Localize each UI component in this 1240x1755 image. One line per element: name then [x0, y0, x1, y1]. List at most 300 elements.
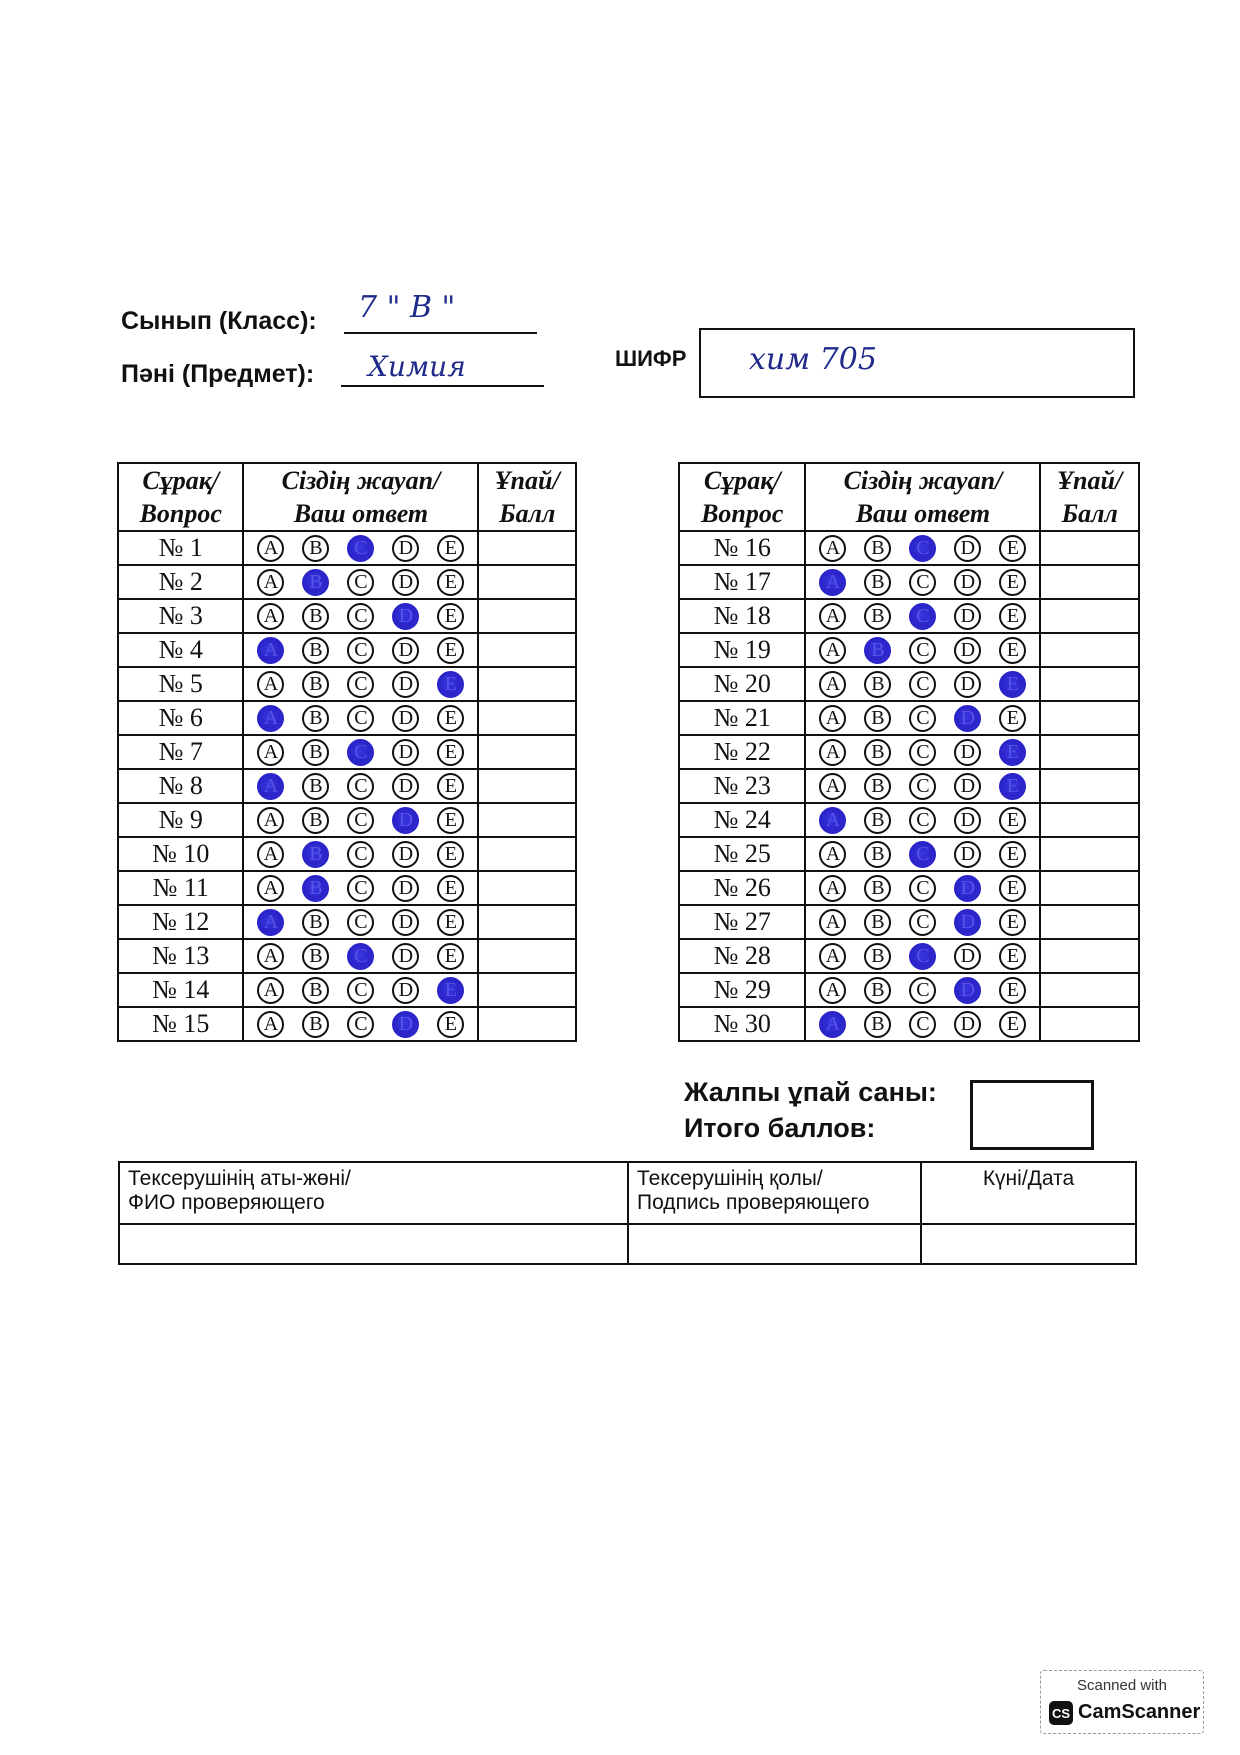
subject-value[interactable]: Химия: [368, 350, 466, 383]
option-bubble-e[interactable]: E: [437, 943, 464, 970]
option-bubble-c[interactable]: C: [347, 535, 374, 562]
score-header: Ұпай/ Балл: [1040, 463, 1139, 531]
option-bubble-c[interactable]: C: [347, 773, 374, 800]
camscanner-watermark: [1040, 1670, 1204, 1734]
score-cell[interactable]: [1040, 599, 1139, 633]
option-bubble-a[interactable]: A: [257, 705, 284, 732]
question-number: № 2: [118, 565, 243, 599]
question-row: [118, 633, 576, 667]
option-bubble-c[interactable]: C: [909, 705, 936, 732]
answer-cell: [805, 565, 1040, 599]
option-bubble-d[interactable]: D: [392, 773, 419, 800]
option-bubble-b[interactable]: B: [864, 773, 891, 800]
option-bubble-d[interactable]: D: [954, 535, 981, 562]
answer-cell: [805, 599, 1040, 633]
question-row: [118, 769, 576, 803]
question-row: [118, 973, 576, 1007]
score-cell[interactable]: [478, 531, 576, 565]
question-number: № 30: [679, 1007, 805, 1041]
option-bubble-a[interactable]: A: [819, 1011, 846, 1038]
option-bubble-b[interactable]: B: [864, 875, 891, 902]
option-bubble-e[interactable]: E: [437, 773, 464, 800]
score-cell[interactable]: [478, 871, 576, 905]
option-bubble-b[interactable]: B: [302, 909, 329, 936]
option-bubble-e[interactable]: E: [999, 977, 1026, 1004]
option-bubble-d[interactable]: D: [954, 875, 981, 902]
question-number: № 6: [118, 701, 243, 735]
option-bubble-a[interactable]: A: [257, 841, 284, 868]
score-cell[interactable]: [478, 633, 576, 667]
total-label-ru: Итого баллов:: [684, 1113, 876, 1143]
option-bubble-a[interactable]: A: [819, 875, 846, 902]
option-bubble-d[interactable]: D: [954, 1011, 981, 1038]
option-bubble-a[interactable]: A: [257, 943, 284, 970]
option-bubble-b[interactable]: B: [302, 841, 329, 868]
answer-header: Сіздің жауап/ Ваш ответ: [805, 463, 1040, 531]
answer-cell: [805, 905, 1040, 939]
answer-cell: [243, 905, 478, 939]
option-bubble-c[interactable]: C: [909, 841, 936, 868]
question-row: [118, 599, 576, 633]
answer-cell: [243, 531, 478, 565]
option-bubble-d[interactable]: D: [392, 1011, 419, 1038]
option-bubble-d[interactable]: D: [954, 637, 981, 664]
watermark-name: CamScanner: [1078, 1701, 1201, 1723]
option-bubble-d[interactable]: D: [954, 773, 981, 800]
option-bubble-c[interactable]: C: [347, 739, 374, 766]
option-bubble-a[interactable]: A: [819, 773, 846, 800]
answer-cell: [805, 837, 1040, 871]
checker-signature-label: Тексерушінің қолы/ Подпись проверяющего: [628, 1162, 921, 1224]
option-bubble-b[interactable]: B: [302, 671, 329, 698]
option-bubble-b[interactable]: B: [864, 943, 891, 970]
option-bubble-c[interactable]: C: [909, 603, 936, 630]
option-bubble-b[interactable]: B: [302, 603, 329, 630]
answer-table-left: [117, 462, 577, 1042]
total-score-box[interactable]: [970, 1080, 1094, 1150]
answer-cell: [243, 735, 478, 769]
option-bubble-b[interactable]: B: [302, 875, 329, 902]
question-row: [118, 565, 576, 599]
checker-table: [118, 1161, 1137, 1265]
option-bubble-a[interactable]: A: [257, 535, 284, 562]
score-cell[interactable]: [1040, 871, 1139, 905]
score-cell[interactable]: [1040, 905, 1139, 939]
option-bubble-b[interactable]: B: [864, 739, 891, 766]
option-bubble-d[interactable]: D: [954, 603, 981, 630]
question-row: [679, 633, 1139, 667]
score-cell[interactable]: [478, 599, 576, 633]
option-bubble-b[interactable]: B: [302, 943, 329, 970]
score-cell[interactable]: [478, 1007, 576, 1041]
option-bubble-a[interactable]: A: [257, 807, 284, 834]
option-bubble-a[interactable]: A: [819, 841, 846, 868]
option-bubble-d[interactable]: D: [392, 535, 419, 562]
option-bubble-d[interactable]: D: [392, 569, 419, 596]
option-bubble-d[interactable]: D: [954, 909, 981, 936]
question-row: [118, 905, 576, 939]
option-bubble-e[interactable]: E: [437, 841, 464, 868]
option-bubble-d[interactable]: D: [954, 807, 981, 834]
score-header: Ұпай/ Балл: [478, 463, 576, 531]
option-bubble-d[interactable]: D: [954, 841, 981, 868]
score-cell[interactable]: [1040, 803, 1139, 837]
question-number: № 8: [118, 769, 243, 803]
option-bubble-c[interactable]: C: [347, 943, 374, 970]
option-bubble-c[interactable]: C: [909, 637, 936, 664]
option-bubble-b[interactable]: B: [864, 977, 891, 1004]
question-row: [118, 939, 576, 973]
option-bubble-c[interactable]: C: [347, 569, 374, 596]
answer-cell: [243, 633, 478, 667]
option-bubble-b[interactable]: B: [302, 977, 329, 1004]
score-cell[interactable]: [1040, 837, 1139, 871]
option-bubble-d[interactable]: D: [392, 875, 419, 902]
option-bubble-c[interactable]: C: [909, 773, 936, 800]
question-number: № 17: [679, 565, 805, 599]
option-bubble-a[interactable]: A: [257, 977, 284, 1004]
answer-cell: [805, 701, 1040, 735]
option-bubble-d[interactable]: D: [954, 739, 981, 766]
question-row: [679, 803, 1139, 837]
question-number: № 21: [679, 701, 805, 735]
question-row: [118, 837, 576, 871]
option-bubble-c[interactable]: C: [347, 637, 374, 664]
option-bubble-b[interactable]: B: [302, 739, 329, 766]
checker-date-field[interactable]: [921, 1224, 1136, 1264]
option-bubble-b[interactable]: B: [302, 773, 329, 800]
option-bubble-a[interactable]: A: [257, 603, 284, 630]
answer-cell: [805, 871, 1040, 905]
option-bubble-d[interactable]: D: [392, 841, 419, 868]
question-row: [679, 599, 1139, 633]
answer-cell: [805, 735, 1040, 769]
question-row: [679, 939, 1139, 973]
option-bubble-b[interactable]: B: [864, 705, 891, 732]
option-bubble-b[interactable]: B: [864, 603, 891, 630]
option-bubble-e[interactable]: E: [999, 943, 1026, 970]
option-bubble-a[interactable]: A: [819, 739, 846, 766]
score-cell[interactable]: [1040, 667, 1139, 701]
question-number: № 27: [679, 905, 805, 939]
option-bubble-c[interactable]: C: [347, 841, 374, 868]
answer-cell: [805, 939, 1040, 973]
option-bubble-b[interactable]: B: [302, 535, 329, 562]
question-number: № 19: [679, 633, 805, 667]
option-bubble-e[interactable]: E: [999, 603, 1026, 630]
score-cell[interactable]: [478, 973, 576, 1007]
option-bubble-d[interactable]: D: [954, 569, 981, 596]
option-bubble-a[interactable]: A: [257, 739, 284, 766]
option-bubble-c[interactable]: C: [347, 705, 374, 732]
question-number: № 11: [118, 871, 243, 905]
option-bubble-a[interactable]: A: [819, 535, 846, 562]
question-number: № 1: [118, 531, 243, 565]
option-bubble-d[interactable]: D: [392, 943, 419, 970]
option-bubble-c[interactable]: C: [909, 909, 936, 936]
answer-cell: [805, 1007, 1040, 1041]
option-bubble-d[interactable]: D: [392, 909, 419, 936]
answer-cell: [243, 769, 478, 803]
option-bubble-c[interactable]: C: [909, 875, 936, 902]
option-bubble-c[interactable]: C: [909, 977, 936, 1004]
question-number: № 4: [118, 633, 243, 667]
question-number: № 23: [679, 769, 805, 803]
checker-signature-field[interactable]: [628, 1224, 921, 1264]
cipher-value: хим 705: [749, 342, 877, 377]
option-bubble-e[interactable]: E: [999, 841, 1026, 868]
option-bubble-e[interactable]: E: [437, 739, 464, 766]
option-bubble-a[interactable]: A: [257, 1011, 284, 1038]
checker-date-label: Күні/Дата: [921, 1162, 1136, 1224]
answer-cell: [243, 803, 478, 837]
subject-underline: [341, 385, 544, 387]
score-cell[interactable]: [478, 701, 576, 735]
option-bubble-b[interactable]: B: [302, 807, 329, 834]
option-bubble-e[interactable]: E: [999, 671, 1026, 698]
camscanner-logo-icon: CS: [1049, 1701, 1073, 1725]
option-bubble-a[interactable]: A: [257, 637, 284, 664]
answer-cell: [805, 633, 1040, 667]
option-bubble-c[interactable]: C: [347, 1011, 374, 1038]
option-bubble-b[interactable]: B: [864, 841, 891, 868]
option-bubble-d[interactable]: D: [392, 977, 419, 1004]
subject-label: Пәні (Предмет):: [121, 360, 315, 388]
question-number: № 7: [118, 735, 243, 769]
option-bubble-b[interactable]: B: [864, 807, 891, 834]
option-bubble-d[interactable]: D: [954, 671, 981, 698]
score-cell[interactable]: [478, 565, 576, 599]
option-bubble-c[interactable]: C: [347, 671, 374, 698]
option-bubble-e[interactable]: E: [437, 569, 464, 596]
question-number: № 16: [679, 531, 805, 565]
answer-cell: [243, 599, 478, 633]
option-bubble-e[interactable]: E: [437, 671, 464, 698]
option-bubble-a[interactable]: A: [257, 773, 284, 800]
option-bubble-d[interactable]: D: [392, 671, 419, 698]
answer-table-right: [678, 462, 1140, 1042]
question-number: № 12: [118, 905, 243, 939]
score-cell[interactable]: [478, 769, 576, 803]
option-bubble-a[interactable]: A: [819, 637, 846, 664]
score-cell[interactable]: [478, 939, 576, 973]
question-row: [679, 667, 1139, 701]
option-bubble-b[interactable]: B: [864, 569, 891, 596]
option-bubble-c[interactable]: C: [909, 535, 936, 562]
score-cell[interactable]: [1040, 769, 1139, 803]
option-bubble-b[interactable]: B: [302, 637, 329, 664]
answer-cell: [243, 871, 478, 905]
option-bubble-a[interactable]: A: [257, 875, 284, 902]
option-bubble-d[interactable]: D: [954, 977, 981, 1004]
option-bubble-e[interactable]: E: [999, 875, 1026, 902]
score-cell[interactable]: [478, 735, 576, 769]
option-bubble-e[interactable]: E: [999, 637, 1026, 664]
question-number: № 25: [679, 837, 805, 871]
option-bubble-c[interactable]: C: [909, 1011, 936, 1038]
question-row: [118, 667, 576, 701]
option-bubble-d[interactable]: D: [392, 637, 419, 664]
option-bubble-e[interactable]: E: [999, 535, 1026, 562]
option-bubble-a[interactable]: A: [819, 909, 846, 936]
cipher-box[interactable]: [699, 328, 1135, 398]
score-cell[interactable]: [1040, 1007, 1139, 1041]
question-number: № 15: [118, 1007, 243, 1041]
watermark-top-text: Scanned with: [1076, 1677, 1168, 1694]
answer-header: Сіздің жауап/ Ваш ответ: [243, 463, 478, 531]
question-number: № 14: [118, 973, 243, 1007]
checker-name-field[interactable]: [119, 1224, 628, 1264]
answer-cell: [243, 701, 478, 735]
question-row: [118, 701, 576, 735]
option-bubble-b[interactable]: B: [302, 569, 329, 596]
option-bubble-b[interactable]: B: [864, 637, 891, 664]
option-bubble-c[interactable]: C: [347, 875, 374, 902]
answer-cell: [805, 973, 1040, 1007]
option-bubble-a[interactable]: A: [819, 977, 846, 1004]
option-bubble-c[interactable]: C: [347, 807, 374, 834]
option-bubble-d[interactable]: D: [954, 943, 981, 970]
option-bubble-a[interactable]: A: [819, 943, 846, 970]
answer-cell: [243, 667, 478, 701]
option-bubble-d[interactable]: D: [392, 705, 419, 732]
option-bubble-b[interactable]: B: [864, 1011, 891, 1038]
question-header: Сұрақ/ Вопрос: [118, 463, 243, 531]
question-number: № 24: [679, 803, 805, 837]
class-value[interactable]: 7 " В ": [358, 290, 456, 325]
question-row: [679, 871, 1139, 905]
option-bubble-c[interactable]: C: [347, 977, 374, 1004]
option-bubble-e[interactable]: E: [437, 875, 464, 902]
option-bubble-c[interactable]: C: [909, 807, 936, 834]
answer-cell: [243, 837, 478, 871]
answer-cell: [243, 1007, 478, 1041]
question-number: № 13: [118, 939, 243, 973]
option-bubble-a[interactable]: A: [819, 807, 846, 834]
score-cell[interactable]: [1040, 939, 1139, 973]
question-row: [679, 973, 1139, 1007]
question-row: [679, 565, 1139, 599]
option-bubble-b[interactable]: B: [864, 535, 891, 562]
option-bubble-e[interactable]: E: [437, 603, 464, 630]
answer-cell: [243, 973, 478, 1007]
option-bubble-e[interactable]: E: [999, 773, 1026, 800]
option-bubble-e[interactable]: E: [437, 977, 464, 1004]
option-bubble-e[interactable]: E: [999, 1011, 1026, 1038]
score-cell[interactable]: [1040, 701, 1139, 735]
question-row: [679, 837, 1139, 871]
option-bubble-c[interactable]: C: [909, 943, 936, 970]
answer-cell: [805, 531, 1040, 565]
option-bubble-d[interactable]: D: [392, 739, 419, 766]
option-bubble-c[interactable]: C: [909, 739, 936, 766]
option-bubble-e[interactable]: E: [437, 535, 464, 562]
score-cell[interactable]: [1040, 565, 1139, 599]
answer-cell: [243, 565, 478, 599]
checker-name-label: Тексерушінің аты-жөні/ ФИО проверяющего: [119, 1162, 628, 1224]
question-row: [679, 701, 1139, 735]
option-bubble-d[interactable]: D: [392, 603, 419, 630]
option-bubble-e[interactable]: E: [437, 705, 464, 732]
answer-cell: [805, 803, 1040, 837]
question-row: [118, 803, 576, 837]
question-number: № 9: [118, 803, 243, 837]
option-bubble-c[interactable]: C: [909, 569, 936, 596]
option-bubble-c[interactable]: C: [347, 603, 374, 630]
option-bubble-a[interactable]: A: [819, 569, 846, 596]
option-bubble-e[interactable]: E: [437, 807, 464, 834]
class-underline: [344, 332, 537, 334]
option-bubble-e[interactable]: E: [999, 569, 1026, 596]
question-row: [679, 735, 1139, 769]
option-bubble-b[interactable]: B: [302, 1011, 329, 1038]
question-row: [118, 735, 576, 769]
total-label-kz: Жалпы ұпай саны:: [684, 1077, 937, 1107]
answer-cell: [243, 939, 478, 973]
score-cell[interactable]: [478, 803, 576, 837]
option-bubble-b[interactable]: B: [302, 705, 329, 732]
score-cell[interactable]: [478, 905, 576, 939]
question-row: [118, 1007, 576, 1041]
answer-cell: [805, 769, 1040, 803]
option-bubble-e[interactable]: E: [437, 909, 464, 936]
question-number: № 26: [679, 871, 805, 905]
option-bubble-b[interactable]: B: [864, 671, 891, 698]
option-bubble-a[interactable]: A: [257, 909, 284, 936]
option-bubble-a[interactable]: A: [819, 603, 846, 630]
question-number: № 20: [679, 667, 805, 701]
question-number: № 29: [679, 973, 805, 1007]
question-number: № 18: [679, 599, 805, 633]
option-bubble-e[interactable]: E: [999, 705, 1026, 732]
cipher-label: ШИФР: [615, 346, 687, 371]
question-number: № 5: [118, 667, 243, 701]
option-bubble-b[interactable]: B: [864, 909, 891, 936]
question-row: [679, 1007, 1139, 1041]
option-bubble-a[interactable]: A: [819, 705, 846, 732]
question-row: [118, 531, 576, 565]
question-number: № 28: [679, 939, 805, 973]
score-cell[interactable]: [1040, 735, 1139, 769]
option-bubble-c[interactable]: C: [347, 909, 374, 936]
question-header: Сұрақ/ Вопрос: [679, 463, 805, 531]
option-bubble-e[interactable]: E: [999, 909, 1026, 936]
option-bubble-e[interactable]: E: [437, 1011, 464, 1038]
option-bubble-c[interactable]: C: [909, 671, 936, 698]
question-number: № 10: [118, 837, 243, 871]
option-bubble-d[interactable]: D: [954, 705, 981, 732]
answer-cell: [805, 667, 1040, 701]
option-bubble-e[interactable]: E: [999, 807, 1026, 834]
question-number: № 3: [118, 599, 243, 633]
option-bubble-a[interactable]: A: [257, 569, 284, 596]
option-bubble-d[interactable]: D: [392, 807, 419, 834]
question-number: № 22: [679, 735, 805, 769]
class-label: Сынып (Класс):: [121, 307, 317, 335]
score-cell[interactable]: [1040, 633, 1139, 667]
option-bubble-a[interactable]: A: [257, 671, 284, 698]
option-bubble-e[interactable]: E: [437, 637, 464, 664]
score-cell[interactable]: [1040, 973, 1139, 1007]
question-row: [118, 871, 576, 905]
option-bubble-e[interactable]: E: [999, 739, 1026, 766]
score-cell[interactable]: [478, 667, 576, 701]
option-bubble-a[interactable]: A: [819, 671, 846, 698]
score-cell[interactable]: [1040, 531, 1139, 565]
score-cell[interactable]: [478, 837, 576, 871]
question-row: [679, 769, 1139, 803]
question-row: [679, 905, 1139, 939]
